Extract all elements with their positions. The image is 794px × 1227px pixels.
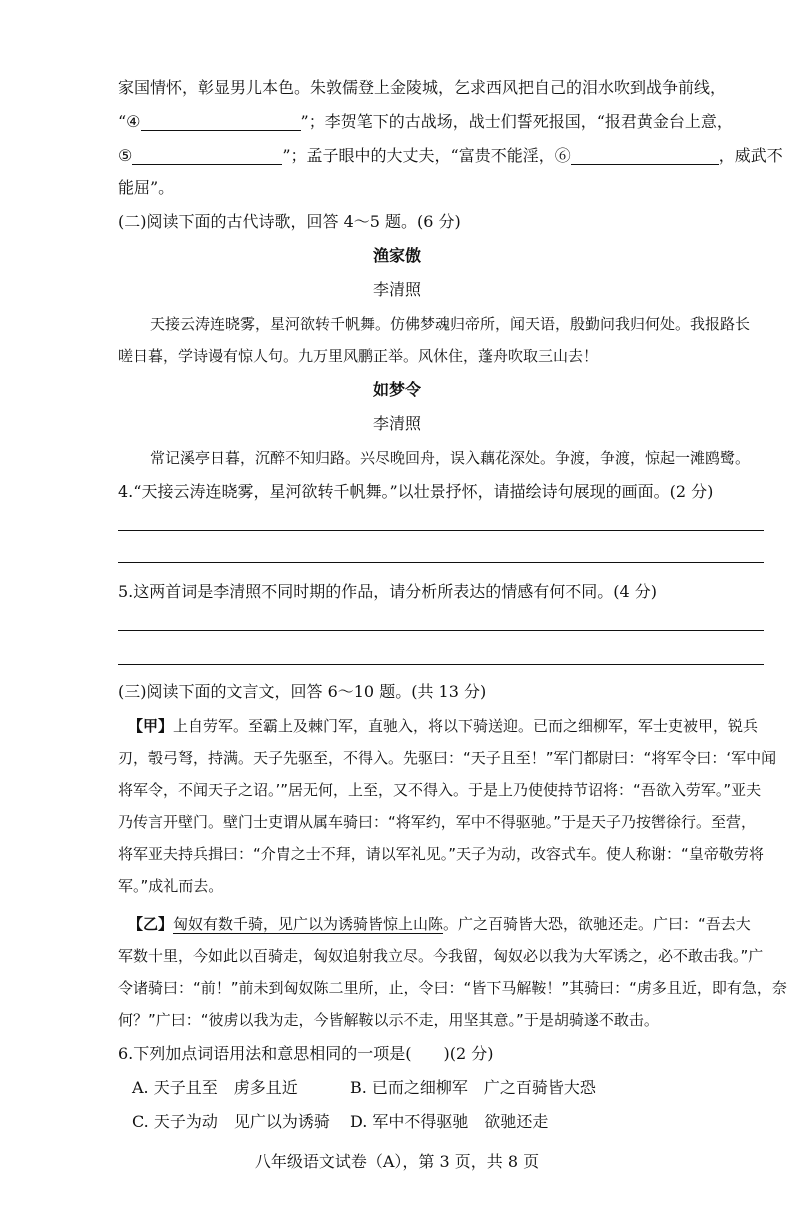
yi-line-1: 【乙】匈奴有数千骑，见广以为诱骑皆惊上山陈。广之百骑皆大恐，欲驰还走。广曰：“吾去大: [128, 915, 751, 933]
poem1-title: 渔家傲: [372, 246, 421, 265]
jia-line-2: 刃，彀弓弩，持满。天子先驱至，不得入。先驱曰：“天子且至！”军门都尉曰：“将军令曰：‘军中闻: [118, 749, 777, 767]
blank-4[interactable]: [141, 112, 301, 131]
jia-line-5: 将军亚夫持兵揖曰：“介胄之士不拜，请以军礼见。”天子为动，改容式车。使人称谢：“皇帝敬劳将: [118, 845, 764, 863]
yi-line-4: 何？”广曰：“彼虏以我为走，今皆解鞍以示不走，用坚其意。”于是胡骑遂不敢击。: [118, 1011, 659, 1029]
jia-line-4: 乃传言开壁门。壁门士吏谓从属车骑曰：“将军约，军中不得驱驰。”于是天子乃按辔徐行。至营，: [118, 813, 757, 831]
question-5: 5.这两首词是李清照不同时期的作品，请分析所表达的情感有何不同。(4 分): [118, 582, 658, 601]
yi-label: 【乙】: [128, 915, 174, 933]
poem2-title: 如梦令: [372, 380, 421, 399]
yi-line-2: 军数十里，今如此以百骑走，匈奴追射我立尽。今我留，匈奴必以我为大军诱之，必不敢击我。”广: [118, 947, 764, 965]
section2-heading: (二)阅读下面的古代诗歌，回答 4～5 题。(6 分): [118, 212, 461, 231]
question-6: 6.下列加点词语用法和意思相同的一项是( )(2 分): [118, 1044, 494, 1063]
poem2-line-1: 常记溪亭日暮，沉醉不知归路。兴尽晚回舟，误入藕花深处。争渡，争渡，惊起一滩鸥鹭。: [150, 449, 751, 467]
section3-heading: (三)阅读下面的文言文，回答 6～10 题。(共 13 分): [118, 682, 487, 701]
yi-line-3: 令诸骑曰：“前！”前未到匈奴陈二里所，止，令曰：“皆下马解鞍！”其骑曰：“虏多且近，即有急，奈: [118, 979, 787, 997]
answer-line-q5-1[interactable]: [118, 630, 764, 631]
passage-line-2: “④ ”；李贺笔下的古战场，战士们誓死报国，“报君黄金台上意，: [118, 112, 733, 131]
option-a[interactable]: A. 天子且至 虏多且近: [132, 1078, 298, 1097]
poem1-line-1: 天接云涛连晓雾，星河欲转千帆舞。仿佛梦魂归帝所，闻天语，殷勤问我归何处。我报路长: [150, 315, 751, 333]
answer-line-q5-2[interactable]: [118, 664, 764, 665]
passage-line-1: 家国情怀，彰显男儿本色。朱敦儒登上金陵城，乞求西风把自己的泪水吹到战争前线，: [118, 78, 727, 97]
page-footer: 八年级语文试卷（A），第 3 页，共 8 页: [254, 1152, 540, 1171]
jia-line-6: 军。”成礼而去。: [118, 877, 224, 895]
blank-6[interactable]: [571, 146, 719, 165]
jia-line-3: 将军令，不闻天子之诏。’”居无何，上至，又不得入。于是上乃使使持节诏将：“吾欲入劳军。”亚夫: [118, 781, 762, 799]
question-4: 4.“天接云涛连晓雾，星河欲转千帆舞。”以壮景抒怀，请描绘诗句展现的画面。(2 分): [118, 482, 714, 501]
answer-line-q4-1[interactable]: [118, 530, 764, 531]
yi-underlined-sentence: 匈奴有数千骑，见广以为诱骑皆惊上山陈: [173, 915, 444, 933]
option-c[interactable]: C. 天子为动 见广以为诱骑: [132, 1112, 330, 1131]
option-d[interactable]: D. 军中不得驱驰 欲驰还走: [350, 1112, 549, 1131]
passage-line-4: 能屈”。: [118, 178, 175, 197]
jia-label: 【甲】: [128, 717, 174, 735]
passage-line-3: ⑤ ”；孟子眼中的大丈夫，“富贵不能淫，⑥ ，威武不: [118, 146, 783, 165]
poem1-author: 李清照: [372, 280, 421, 299]
blank-5[interactable]: [132, 146, 282, 165]
poem1-line-2: 嗟日暮，学诗谩有惊人句。九万里风鹏正举。风休住，蓬舟吹取三山去！: [118, 347, 599, 365]
option-b[interactable]: B. 已而之细柳军 广之百骑皆大恐: [350, 1078, 596, 1097]
jia-line-1: 【甲】上自劳军。至霸上及棘门军，直驰入，将以下骑送迎。已而之细柳军，军士吏被甲，锐兵: [128, 717, 759, 735]
poem2-author: 李清照: [372, 414, 421, 433]
answer-line-q4-2[interactable]: [118, 562, 764, 563]
